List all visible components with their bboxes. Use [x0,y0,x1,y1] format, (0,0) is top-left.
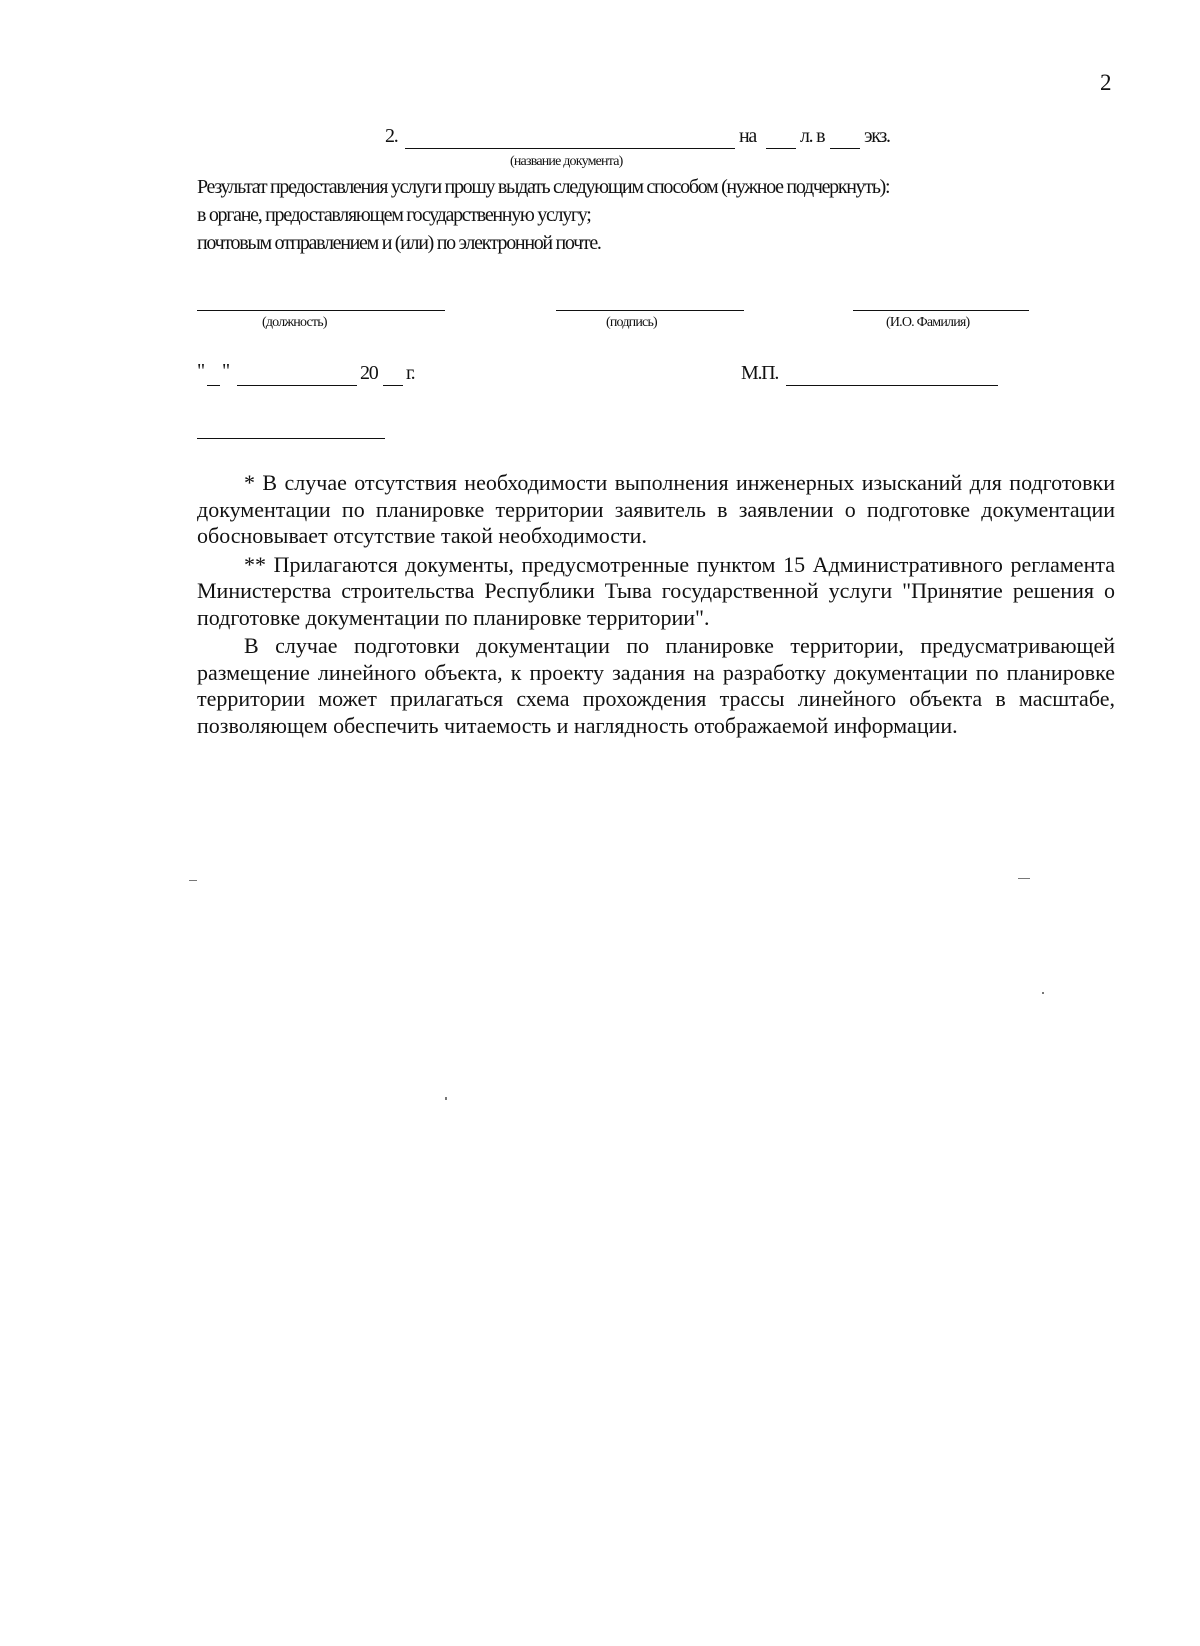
document-name-caption: (название документа) [510,154,623,169]
year-blank [383,385,403,386]
delivery-option-post-email: почтовым отправлением и (или) по электронной почте. [197,232,601,254]
scan-speck [1042,992,1044,994]
signature-blank [556,310,744,311]
name-blank [853,310,1029,311]
position-blank [197,310,445,311]
sheets-label: л. в [800,125,825,147]
delivery-option-in-person: в органе, предоставляющем государственную услугу; [197,204,591,226]
position-caption: (должность) [262,315,327,330]
month-blank [237,385,357,386]
on-word: на [739,125,756,147]
scan-speck [445,1097,447,1100]
footnote-2: ** Прилагаются документы, предусмотренные пунктом 15 Административного регламента Министерства строительства Республики Тыва государственной услуги "Принятие решения о подготовке документации по планировке территории". [197,551,1115,630]
document-item-number: 2. [385,125,398,147]
document-name-blank [405,148,735,149]
date-quote-open: " [197,360,204,382]
sheets-blank [766,148,796,149]
footnote-separator [197,438,385,439]
name-caption: (И.О. Фамилия) [886,315,970,330]
stamp-blank [786,385,998,386]
date-quote-close: " [222,360,229,382]
footnotes [197,470,1115,739]
scan-speck [189,880,197,881]
footnote-3: В случае подготовки документации по планировке территории, предусматривающей размещение линейного объекта, к проекту задания на разработку документации по планировке территории может прилагаться схема прохождения трассы линейного объекта в масштабе, позволяющем обеспечить читаемость и наглядность отображаемой информации. [197,633,1115,738]
delivery-method-intro: Результат предоставления услуги прошу выдать следующим способом (нужное подчеркнуть): [197,176,890,198]
signature-caption: (подпись) [606,315,657,330]
page-number: 2 [1100,70,1112,95]
scan-speck [1018,878,1030,879]
day-blank [207,385,220,386]
footnote-1: * В случае отсутствия необходимости выполнения инженерных изысканий для подготовки документации по планировке территории заявитель в заявлении о подготовке документации обосновывает отсутствие такой необходимости. [197,470,1115,548]
copies-label: экз. [864,125,890,147]
stamp-label: М.П. [741,362,779,384]
copies-blank [830,148,860,149]
year-suffix: г. [406,362,415,384]
year-prefix: 20 [360,362,378,384]
